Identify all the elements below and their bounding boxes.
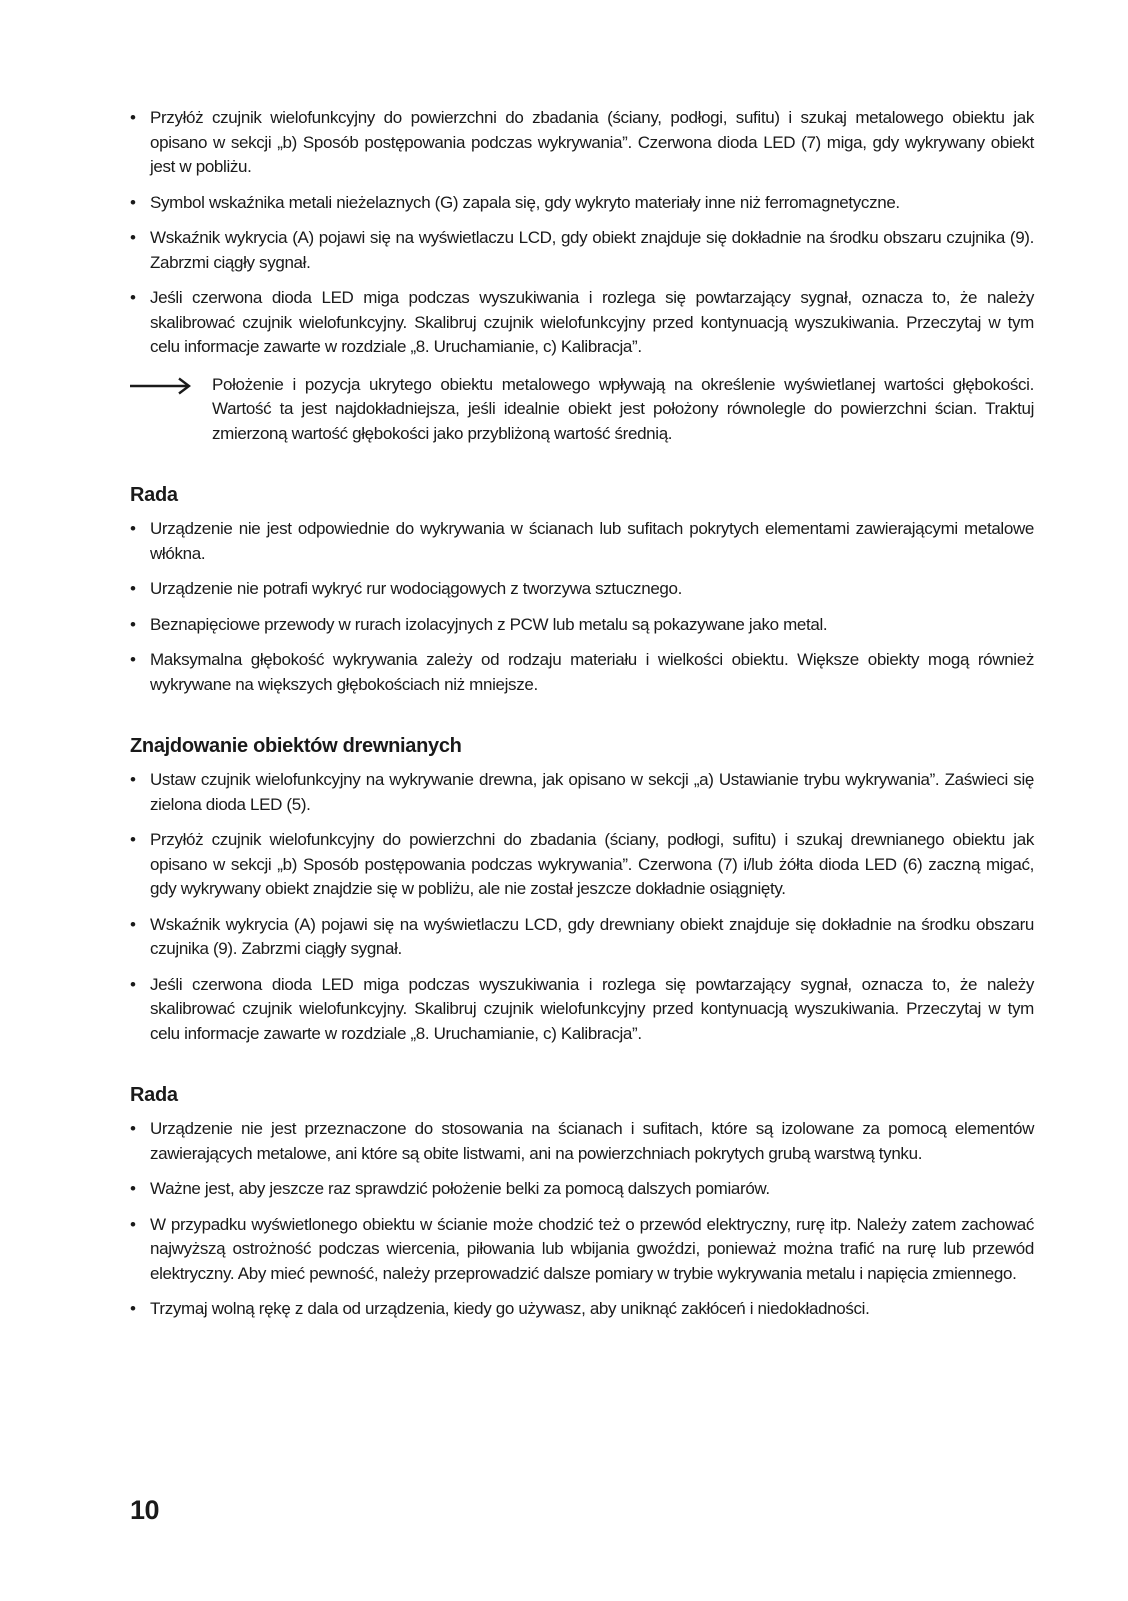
list-item-text: Urządzenie nie jest odpowiednie do wykrywania w ścianach lub sufitach pokrytych elementami zawierającymi metalowe włókna. [150, 519, 1034, 563]
list-item-text: Przyłóż czujnik wielofunkcyjny do powierzchni do zbadania (ściany, podłogi, sufitu) i szukaj metalowego obiektu jak opisano w sekcji „b) Sposób postępowania podczas wykrywania”. Czerwona dioda LED (7) miga, gdy wykrywany obiekt jest w pobliżu. [150, 108, 1034, 176]
bullet: • [130, 1299, 136, 1318]
list-item-text: Symbol wskaźnika metali nieżelaznych (G) zapala się, gdy wykryto materiały inne niż ferromagnetyczne. [150, 192, 900, 212]
list-item [130, 191, 1034, 216]
list-item-text: Beznapięciowe przewody w rurach izolacyjnych z PCW lub metalu są pokazywane jako metal. [150, 614, 828, 634]
rada-list-1 [130, 517, 1034, 697]
bullet: • [130, 830, 136, 849]
list-item [130, 226, 1034, 275]
list-item [130, 517, 1034, 566]
bullet: • [130, 228, 136, 247]
list-item-text: Urządzenie nie jest przeznaczone do stosowania na ścianach i sufitach, które są izolowane za pomocą elementów zawierających metalowe, ani które są obite listwami, ani na powierzchniach pokrytych grubą warstwą tynku. [150, 1119, 1034, 1163]
list-item-text: W przypadku wyświetlonego obiektu w ścianie może chodzić też o przewód elektryczny, rurę itp. Należy zatem zachować najwyższą ostrożność podczas wiercenia, piłowania lub wbijania gwoździ, ponieważ można trafić na rurę lub przewód elektryczny. Aby mieć pewność, należy przeprowadzić dalsze pomiary w trybie wykrywania metalu i napięcia zmiennego. [150, 1214, 1034, 1283]
section-heading: Rada [130, 1084, 178, 1106]
bullet: • [130, 974, 136, 994]
list-item [130, 648, 1034, 697]
list-item [130, 106, 1034, 180]
page-content [130, 106, 1034, 1333]
list-item-text: Wskaźnik wykrycia (A) pojawi się na wyświetlaczu LCD, gdy drewniany obiekt znajduje się dokładnie na środku obszaru czujnika (9). Zabrzmi ciągły sygnał. [150, 914, 1034, 958]
list-item [130, 768, 1034, 817]
bullet: • [130, 614, 136, 634]
section-heading: Rada [130, 484, 178, 506]
list-item [130, 1177, 1034, 1202]
rada-list-2 [130, 1117, 1034, 1322]
rada-section-1 [130, 484, 1034, 697]
list-item-text: Urządzenie nie potrafi wykryć rur wodociągowych z tworzywa sztucznego. [150, 579, 683, 598]
list-item [130, 913, 1034, 962]
bullet: • [130, 1214, 136, 1234]
list-item-text: Ustaw czujnik wielofunkcyjny na wykrywanie drewna, jak opisano w sekcji „a) Ustawianie trybu wykrywania”. Zaświeci się zielona dioda LED (5). [150, 770, 1034, 814]
list-item-text: Maksymalna głębokość wykrywania zależy od rodzaju materiału i wielkości obiektu. Większe obiekty mogą również wykrywane na większych głębokościach niż mniejsze. [150, 650, 1034, 694]
list-item [130, 1117, 1034, 1166]
rada-section-2 [130, 1084, 1034, 1322]
list-item-text: Jeśli czerwona dioda LED miga podczas wyszukiwania i rozlega się powtarzający sygnał, oznacza to, że należy skalibrować czujnik wielofunkcyjny. Skalibruj czujnik wielofunkcyjny przed kontynuacją wyszukiwania. Przeczytaj w tym celu informacje zawarte w rozdziale „8. Uruchamianie, c) Kalibracja”. [150, 974, 1034, 1043]
bullet: • [130, 579, 136, 598]
list-item [130, 577, 1034, 602]
bullet: • [130, 108, 136, 127]
list-item [130, 286, 1034, 360]
bullet: • [130, 914, 136, 934]
wood-list [130, 768, 1034, 1046]
list-item-text: Wskaźnik wykrycia (A) pojawi się na wyświetlaczu LCD, gdy obiekt znajduje się dokładnie na środku obszaru czujnika (9). Zabrzmi ciągły sygnał. [150, 228, 1034, 272]
wood-section [130, 735, 1034, 1046]
bullet: • [130, 650, 136, 669]
bullet: • [130, 1179, 136, 1198]
list-item-text: Przyłóż czujnik wielofunkcyjny do powierzchni do zbadania (ściany, podłogi, sufitu) i szukaj drewnianego obiektu jak opisano w sekcji „b) Sposób postępowania podczas wykrywania”. Czerwona (7) i/lub żółta dioda LED (6) zaczną migać, gdy wykrywany obiekt znajdzie się w pobliżu, ale nie został jeszcze dokładnie osiągnięty. [150, 830, 1034, 898]
note-text: Położenie i pozycja ukrytego obiektu metalowego wpływają na określenie wyświetlanej wartości głębokości. Wartość ta jest najdokładniejsza, jeśli idealnie obiekt jest położony równolegle do powierzchni ścian. Traktuj zmierzoną wartość głębokości jako przybliżoną wartość średnią. [212, 374, 1034, 443]
intro-list [130, 106, 1034, 360]
list-item-text: Jeśli czerwona dioda LED miga podczas wyszukiwania i rozlega się powtarzający sygnał, oznacza to, że należy skalibrować czujnik wielofunkcyjny. Skalibruj czujnik wielofunkcyjny przed kontynuacją wyszukiwania. Przeczytaj w tym celu informacje zawarte w rozdziale „8. Uruchamianie, c) Kalibracja”. [150, 288, 1034, 356]
bullet: • [130, 519, 136, 538]
list-item [130, 1297, 1034, 1322]
list-item [130, 828, 1034, 902]
bullet: • [130, 192, 136, 212]
bullet: • [130, 770, 136, 789]
arrow-right-icon [130, 377, 192, 395]
list-item [130, 1213, 1034, 1287]
list-item [130, 613, 1034, 638]
list-item-text: Ważne jest, aby jeszcze raz sprawdzić położenie belki za pomocą dalszych pomiarów. [150, 1179, 770, 1198]
page-number: 10 [130, 1495, 160, 1525]
list-item-text: Trzymaj wolną rękę z dala od urządzenia, kiedy go używasz, aby uniknąć zakłóceń i niedokładności. [150, 1299, 870, 1318]
bullet: • [130, 1119, 136, 1138]
list-item [130, 973, 1034, 1047]
note-block [130, 373, 1034, 447]
bullet: • [130, 288, 136, 307]
section-heading: Znajdowanie obiektów drewnianych [130, 735, 462, 757]
